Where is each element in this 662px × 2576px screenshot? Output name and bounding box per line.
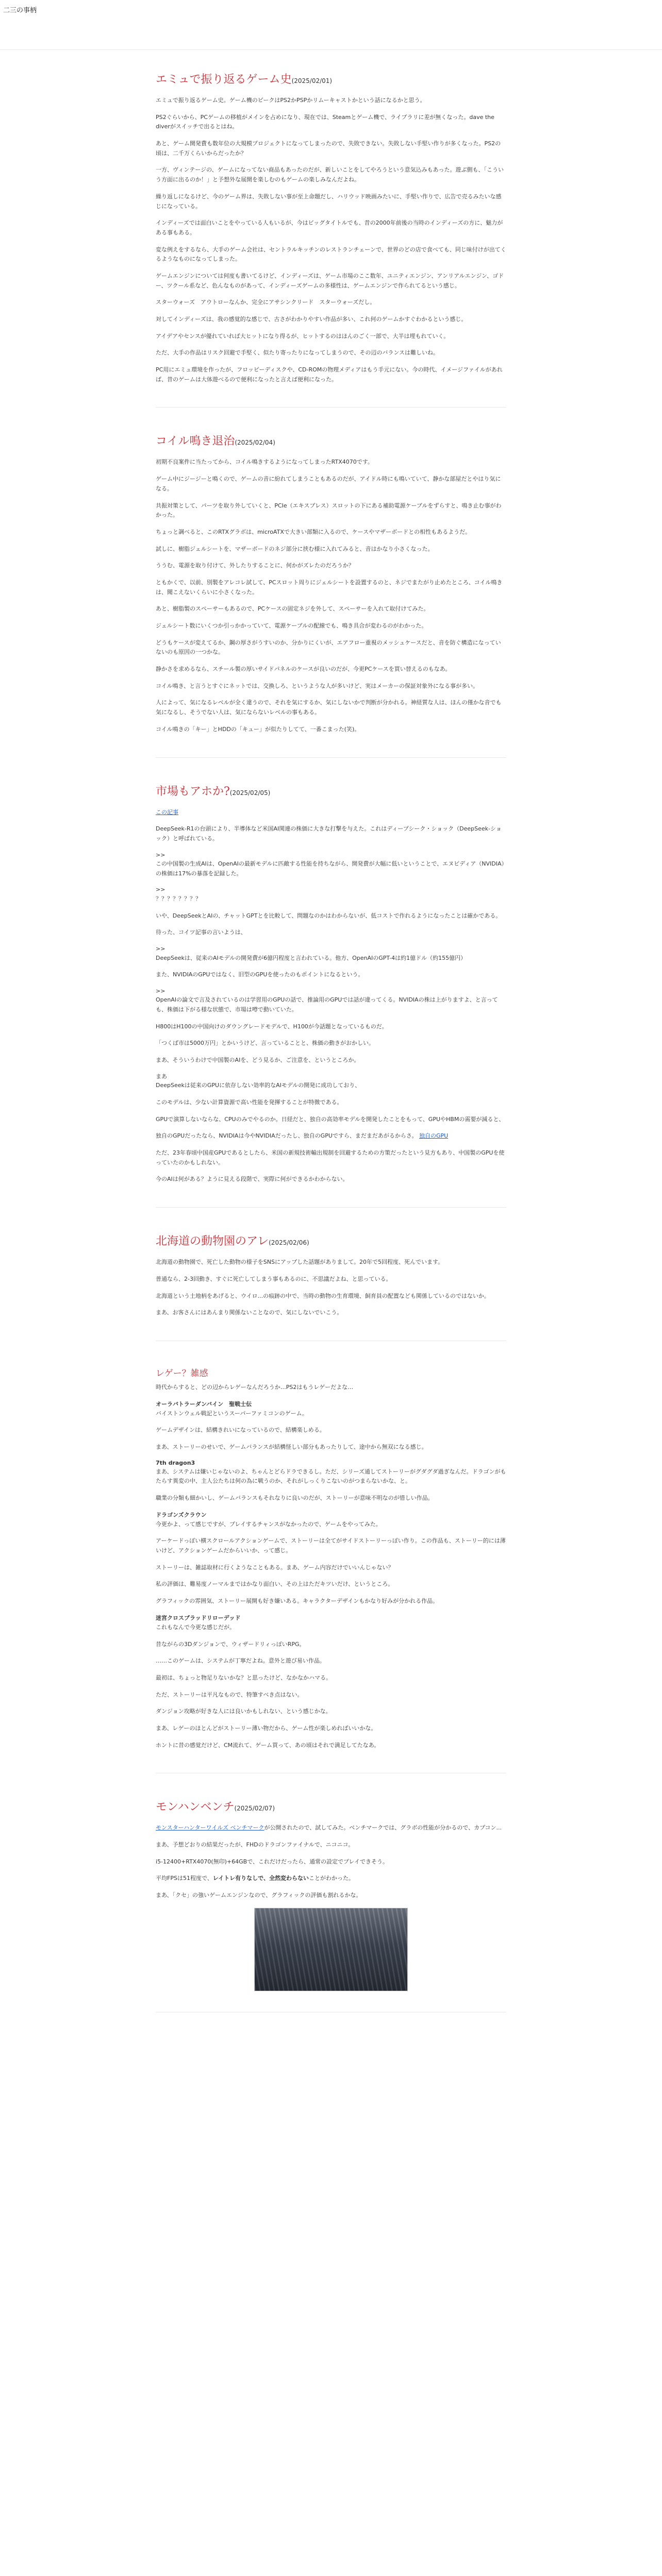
- benchmark-screenshot-image: [254, 1908, 408, 1991]
- article-date: (2025/02/06): [269, 1239, 309, 1247]
- paragraph: ゲームデザインは、結構きれいになっているので、結構楽しめる。: [156, 1427, 325, 1434]
- paragraph: アーケードっぽい横スクロールアクションゲームで、ストーリーは全てがサイドストーリーっぽい作り。この作品も、ストーリー的には薄いけど、アクションゲームだからいいか、って感じ。: [156, 1537, 506, 1554]
- sub-heading: 迷宮クロスブラッドリローデッド: [156, 1614, 241, 1621]
- paragraph: アイデアやセンスが優れていれば大ヒットになり得るが、ヒットするのはほんのごく一部で、大半は埋もれていく。: [156, 332, 450, 340]
- benchmark-link[interactable]: モンスターハンターワイルズ ベンチマーク: [156, 1824, 264, 1832]
- paragraph: [156, 1131, 506, 1141]
- paragraph: 今更かよ、って感じですが、プレイするチャンスがなかったので、ゲームをやってみた。: [156, 1520, 382, 1528]
- paragraph-text: 平均FPSは51程度で、: [156, 1875, 213, 1882]
- paragraph: 昔ながらの3Dダンジョンで、ウィザードリィっぽいRPG。: [156, 1640, 305, 1648]
- paragraph: ストーリーは、雑誌取材に行くようなこともある。まあ、ゲーム内容だけでいいんじゃない？: [156, 1564, 394, 1571]
- paragraph: 今のAIは何がある？ように見える段階で、実際に何ができるかわからない。: [156, 1176, 349, 1183]
- article-hokkaido-zoo: [156, 1232, 506, 1341]
- paragraph: 最初は、ちょっと物足りないかな？と思ったけど、なかなかハマる。: [156, 1674, 332, 1681]
- article-date: (2025/02/07): [234, 1805, 275, 1812]
- sub-heading: ドラゴンズクラウン: [156, 1511, 207, 1518]
- paragraph: 対してインディーズは、我の感覚的な感じで、古さがわかりやすい作品が多い、これ何のゲームかすぐわかるという感じ。: [156, 316, 467, 323]
- paragraph: まあ、「クセ」の強いゲームエンジンなので、グラフィックの評価も割れるかな。: [156, 1892, 362, 1899]
- paragraph: ただ、大手の作品はリスク回避で手堅く、似たり寄ったりになってしまうので、その辺のバランスは難しいね。: [156, 349, 439, 357]
- main-content: [156, 50, 506, 2012]
- article-game-history: [156, 71, 506, 408]
- paragraph: エミュで振り返るゲーム史。ゲーム機のピークはPS2かPSPかリムーキャストかという話になるかと思う。: [156, 97, 426, 104]
- article-heading: [156, 1798, 506, 1814]
- paragraph: GPUで演算しないならな、CPUのみでやるのか。日経だと、独自の高効率モデルを開発したことをもって、GPUやHBMの需要が減ると、: [156, 1115, 505, 1123]
- paragraph: 試しに、樹脂ジェルシートを、マザーボードのネジ部分に挟む様に入れてみると、音はかなり小さくなった。: [156, 545, 434, 552]
- paragraph: ゲーム中にジージーと鳴くので、ゲームの音に紛れてしまうこともあるのだが、アイドル時にも鳴いていて、静かな部屋だとやはり気になる。: [156, 476, 501, 492]
- paragraph: グラフィックの雰囲気、ストーリー展開も好き嫌いある。キャラクターデザインもかなり好みが分かれる作品。: [156, 1598, 439, 1605]
- quote-mark: >>: [156, 851, 166, 858]
- article-monhun-bench: [156, 1798, 506, 2012]
- paragraph: 人によって、気になるレベルが全く違うので、それを気にするか、気にしないかで判断が分かれる。神経質な人は、ほんの僅かな音でも気になるし、そうでない人は、気にならないレベルの事もある。: [156, 699, 502, 716]
- paragraph: スターウォーズ アウトローなんか、完全にアサシンクリード スターウォーズだし。: [156, 299, 376, 306]
- article-heading: [156, 432, 506, 448]
- paragraph: 静かさを求めるなら、スチール製の厚いサイドパネルのケースが良いのだが、今更PCケースを買い替えるのもなあ。: [156, 666, 451, 673]
- paragraph: 一方、ヴィンテージの、ゲームになってない商品もあったのだが、新しいことをしてやろうという意気込みもあった。遊ぶ側も、「こういう方面に出るのか！」と予想外な展開を楽しむのもゲームの楽しみなんだよね。: [156, 166, 504, 183]
- paragraph: インディーズでは面白いことをやっている人もいるが、今はビッグタイトルでも、昔の2000年前後の当時のインディーズの方に、魅力がある事もある。: [156, 219, 503, 236]
- paragraph: コイル鳴き、と言うとすぐにネットでは、交換しろ、というような人が多いけど、実はメーカーの保証対象外になる事が多い。: [156, 682, 479, 689]
- paragraph: ……このゲームは、システムが丁寧だよね。意外と遊び易い作品。: [156, 1657, 325, 1665]
- article-date: (2025/02/04): [235, 439, 275, 447]
- paragraph: ただ、23年春頃中国産GPUであるとしたら、米国の新規技術輸出規制を回避するための方策だったという見方もあり、中国製のGPUを使っていたのかもしれない。: [156, 1149, 505, 1166]
- article-title[interactable]: レゲー？雑感: [156, 1368, 208, 1379]
- paragraph: どうもケースが変えてるか、鋼の厚さがうすいのか、分かりにくいが、エアフロー重視のメッシュケースだと、音を防ぐ構造になっていないのも原因の一つかな。: [156, 639, 501, 656]
- paragraph: まあ、ストーリーのせいで、ゲームバランスが結構怪しい部分もあったりして、途中から無双になる感じ。: [156, 1443, 427, 1450]
- article-heading: [156, 1232, 506, 1248]
- paragraph: ちょっと調べると、このRTXグラボは、microATXで大きい部類に入るので、ケースやマザーボードとの相性もあるようだ。: [156, 528, 471, 535]
- article-date: (2025/02/01): [291, 77, 333, 84]
- paragraph: 変な例えをするなら、大手のゲーム会社は、セントラルキッチンのレストランチェーンで、世界のどの店で食べても、同じ味付けが出てくるようなものになってしまった。: [156, 246, 506, 263]
- paragraph: まあ: [156, 1073, 167, 1080]
- site-header: [0, 0, 662, 50]
- paragraph: i5-12400+RTX4070(無印)+64GBで、これだけだったら、通常の設定でプレイできそう。: [156, 1858, 388, 1865]
- paragraph: 待った、コイツ記事の言いようは、: [156, 929, 246, 936]
- quote-text: この中国製の生成AIは、OpenAIの最新モデルに匹敵する性能を持ちながら、開発費が大幅に低いということで、エヌビディア（NVIDIA）の株価は17%の暴落を記録した。: [156, 860, 505, 877]
- paragraph: コイル鳴きの「キー」とHDDの「キュー」が似たりしてて、一番こまった(笑)。: [156, 725, 360, 733]
- paragraph: DeepSeekは従来のGPUに依存しない効率的なAIモデルの開発に成功しており、: [156, 1082, 361, 1089]
- article-heading: [156, 783, 506, 799]
- quote-mark: >>: [156, 886, 166, 893]
- paragraph: まあ、お客さんにはあんまり関係ないことなので、気にしないでいこう。: [156, 1309, 343, 1316]
- paragraph: 初期不良案件に当たってから、コイル鳴きするようになってしまったRTX4070です。: [156, 459, 373, 466]
- quote-text: DeepSeekは、従来のAIモデルの開発費が6億円程度と言われている。他方、OpenAIのGPT-4は約1億ドル（約155億円）: [156, 954, 467, 961]
- paragraph: 共振対策として、パーツを取り外していくと、PCIe（エキスプレス）スロットの下にある補助電源ケーブルをずらすと、鳴き止む事がわかった。: [156, 502, 502, 519]
- paragraph: 北海道の動物園で、死亡した動物の様子をSNSにアップした話題がありまして。20年で5回程度、死んでいます。: [156, 1259, 444, 1266]
- paragraph: 私の評価は、難易度ノーマルまではかなり面白い、その上はただキツいだけ、というところ。: [156, 1581, 394, 1588]
- quote-text: また、NVIDIAのGPUではなく、旧型のGPUを使ったのもポイントになるという。: [156, 971, 364, 978]
- paragraph-text: 独自のGPUだったなら、NVIDIAは今やNVIDIAだったし、独自のGPUですら、まだまだあがるからさ。: [156, 1132, 418, 1140]
- paragraph: PS2ぐらいから、PCゲームの移植がメインを占めになり、現在では、Steamとゲーム機で、ライブラリに差が無くなった。dave the diverがスイッチで出るとはね。: [156, 113, 494, 130]
- paragraph: 職業の分類も細かいし、ゲームバランスもそれなりに良いのだが、ストーリーが意味不明なのが惜しい作品。: [156, 1495, 434, 1501]
- paragraph: このモデルは、少ない計算資源で高い性能を発揮することが特徴である。: [156, 1099, 343, 1106]
- paragraph: DeepSeek-R1の台頭により、半導体など米国AI関連の株価に大きな打撃を与えた。これはディープシーク・ショック（DeepSeek-ショック）と呼ばれている。: [156, 825, 502, 842]
- paragraph: ううむ、電源を取り付けて、外したりすることに、何かがズレたのだろうか？: [156, 562, 354, 569]
- paragraph: 普通なら、2-3回動き、すぐに死亡してしまう事もあるのに、不思議だよね、と思っている。: [156, 1275, 392, 1282]
- quote-mark: >>: [156, 987, 166, 994]
- article-title[interactable]: エミュで振り返るゲーム史: [156, 73, 292, 86]
- article-title[interactable]: 北海道の動物園のアレ: [156, 1235, 269, 1248]
- emphasis-text: レイトレ有りなしで、全然変わらない: [212, 1875, 309, 1882]
- paragraph: [156, 1823, 506, 1833]
- paragraph: ホントに昔の感覚だけど、CM流れて、ゲーム買って、あの頃はそれで満足してたなあ。: [156, 1741, 380, 1749]
- site-title[interactable]: 二三の事柄: [3, 7, 37, 14]
- article-date: (2025/02/05): [229, 789, 271, 796]
- paragraph: ともかくで、以前、別製をアレコレ試して、PCスロット周りにジェルシートを設置するのと、ネジでまたがり止めたところ、コイル鳴きは、聞こえないくらいに小さくなった。: [156, 579, 503, 596]
- article-heading: [156, 71, 506, 87]
- article-title[interactable]: 市場もアホか?: [156, 785, 230, 798]
- paragraph-text: が公開されたので、試してみた。ベンチマークでは、グラボの性能が分かるので、カプコン...: [264, 1824, 502, 1832]
- article-market: [156, 783, 506, 1208]
- article-retro-games: [156, 1366, 506, 1773]
- paragraph: 繰り返しになるけど、今のゲーム界は、失敗しない事が至上命題だし、ハリウッド映画みたいに、手堅い作りで、広告で売るみたいな感じになっている。: [156, 193, 502, 210]
- sub-heading: オーラバトラーダンバイン 聖戦士伝: [156, 1400, 252, 1408]
- paragraph: 北海道という土地柄をあげると、ウイロ...の痕跡の中で、当時の動物の生育環境、飼育員の配置なども関係しているのではないか。: [156, 1292, 490, 1299]
- paragraph: ？？？？？？？？: [156, 895, 201, 902]
- paragraph: ダンジョン攻略が好きな人には良いかもしれない、という感じかな。: [156, 1708, 332, 1715]
- paragraph: バイストンウェル戦記というスーパーファミコンのゲーム。: [156, 1410, 308, 1417]
- paragraph: OpenAIの論文で言及されているのは学習用のGPUの話で、推論用のGPUでは話が違ってくる。NVIDIAの株は上がりますよ、と言っても、株価は下がる様な状態で、市場は噂で動いていた。: [156, 996, 498, 1013]
- article-coil-whine: [156, 432, 506, 757]
- article-link[interactable]: この記事: [156, 808, 178, 816]
- sub-heading: 7th dragon3: [156, 1459, 195, 1466]
- paragraph: ゲームエンジンについては何度も書いてるけど、インディーズは、ゲーム市場のここ数年、ユニティエンジン、アンリアルエンジン、ゴドー、ツクール系など、色んなものがあって、インディーズゲームの多様性は、ゲームエンジンで作られてるという感じ。: [156, 272, 504, 289]
- quote-mark: >>: [156, 945, 166, 952]
- paragraph: まあ、システムは嫌いじゃないのよ、ちゃんとどらドラできるし。ただ、シリーズ通してストーリーがグダグダ過ぎなんだ。ドラゴンがもたらす異変の中、主人公たちは何の為に戦うのか、それがしっくりこないのがつまらないかな、と。: [156, 1468, 506, 1485]
- paragraph: これもなんで今更な感じだが。: [156, 1623, 235, 1631]
- paragraph: まあ、予想どおりの結果だったが、FHDのドラゴンファイナルで、ニコニコ。: [156, 1841, 354, 1848]
- paragraph: PC用にエミュ環境を作ったが、フロッピーディスクや、CD-ROMの物理メディアはもう手元にない。今の時代、イメージファイルがあれば、昔のゲームは大体遊べるので便利になったと言えば便利になった。: [156, 366, 503, 383]
- paragraph: まあ、そういうわけで中国製のAIを、どう見るか、ご注意を、というところか。: [156, 1057, 360, 1064]
- paragraph: ジェルシート数にいくつか引っかかっていて、電源ケーブルの配線でも、鳴き具合が変わるのがわかった。: [156, 622, 427, 629]
- paragraph: まあ、レゲーのほとんどがストーリー薄い物だから、ゲーム性が楽しめればいいかな。: [156, 1724, 377, 1732]
- article-title[interactable]: コイル鳴き退治: [156, 435, 235, 448]
- paragraph: 「つくば市は5000万円」とかいうけど、言っていることと、株価の動きがおかしい。: [156, 1040, 374, 1047]
- paragraph: いや、DeepSeekとAIの、チャットGPTとを比較して、問題なのかはわからないが、低コストで作れるようになったことは確かである。: [156, 912, 502, 919]
- paragraph: H800はH100の中国向けのダウングレードモデルで、H100が今話題となっているものだ。: [156, 1023, 388, 1030]
- inline-link[interactable]: 独自のGPU: [419, 1132, 449, 1140]
- paragraph: 時代からすると、どの辺からレゲーなんだろうか…PS2はもうレゲーだよな…: [156, 1383, 354, 1391]
- paragraph-text: ことがわかった。: [308, 1875, 354, 1882]
- paragraph: [156, 1874, 506, 1884]
- paragraph: [156, 808, 506, 818]
- paragraph: あと、樹脂製のスペーサーもあるので、PCケースの固定ネジを外して、スペーサーを入れて取付けてみた。: [156, 605, 429, 613]
- paragraph: あと、ゲーム開発費も数年位の大規模プロジェクトになってしまったので、失敗できない。失敗しない手堅い作りが多くなった。PS2の頃は、二千万くらいからだったか？: [156, 140, 501, 157]
- paragraph: ただ、ストーリーは平凡なもので、特筆すべき点はない。: [156, 1691, 303, 1698]
- article-title[interactable]: モンハンベンチ: [156, 1801, 235, 1814]
